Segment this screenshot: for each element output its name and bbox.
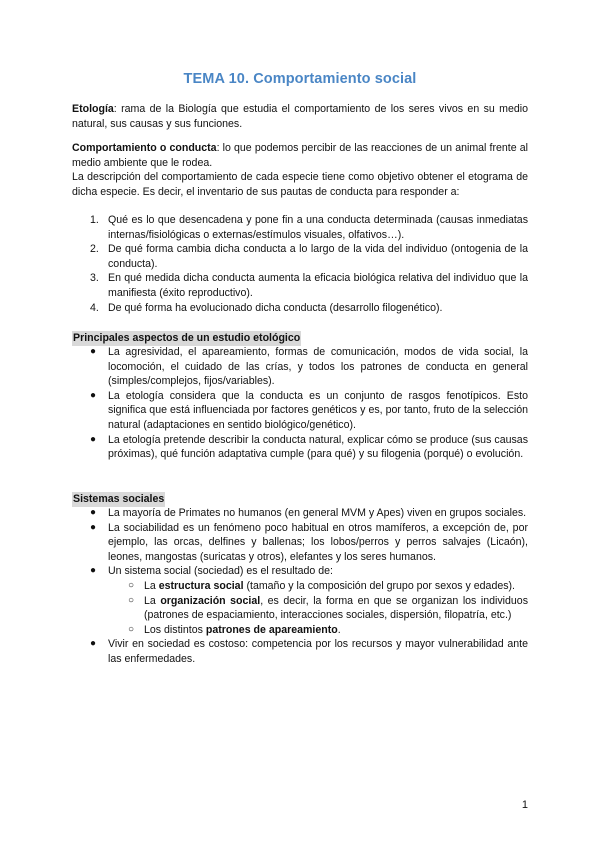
etograma-paragraph: La descripción del comportamiento de cada especie tiene como objetivo obtener el etograma de dicha especie. Es decir, el inventario de sus pautas de conducta para responder a: xyxy=(72,171,528,198)
sub-list-item: ○ Los distintos patrones de apareamiento. xyxy=(128,623,341,636)
bullet-icon: ● xyxy=(90,521,97,533)
definition-etologia-text: : rama de la Biología que estudia el comportamiento de los seres vivos en su medio natural, sus causas y sus funciones. xyxy=(72,103,528,130)
list-item: ● La etología pretende describir la conducta natural, explicar cómo se produce (sus causas próximas), qué función adaptativa cumple (para qué) y su filogenia (porqué) o evolución. xyxy=(90,433,528,461)
term-etologia: Etología xyxy=(72,103,114,115)
bullet-icon: ● xyxy=(90,638,97,650)
bullet-icon: ● xyxy=(90,389,97,401)
bullet-list-sistemas xyxy=(72,506,528,667)
list-item: ● La etología considera que la conducta es un conjunto de rasgos fenotípicos. Esto significa que está influenciada por factores genéticos y es, por tanto, fruto de la selección natural (adaptaciones en sentido biológico/genético). xyxy=(90,389,528,431)
section-heading-estudio-etologico: Principales aspectos de un estudio etológico xyxy=(73,332,301,344)
bullet-icon: ● xyxy=(90,346,97,357)
circle-bullet-icon: ○ xyxy=(128,623,135,635)
list-item: ● La agresividad, el apareamiento, formas de comunicación, modos de vida social, la locomoción, el cuidado de las crías, y todos los patrones de conducta en general (simples/complejos, fijos/variables). xyxy=(90,346,528,388)
bullet-icon: ● xyxy=(90,565,97,577)
bullet-icon: ● xyxy=(90,507,97,518)
list-item: 3. En qué medida dicha conducta aumenta la eficacia biológica relativa del individuo que la manifiesta (éxito reproductivo). xyxy=(90,272,528,299)
sub-list-item: ○ La organización social, es decir, la forma en que se organizan los individuos (patrones de espaciamiento, interacciones sociales, dispersión, filopatría, etc.) xyxy=(128,594,528,622)
sub-list-item: ○ La estructura social (tamaño y la composición del grupo por sexos y edades). xyxy=(128,579,515,592)
section-heading-sistemas-sociales: Sistemas sociales xyxy=(73,493,165,505)
circle-bullet-icon: ○ xyxy=(128,579,135,591)
list-item: 1. Qué es lo que desencadena y pone fin a una conducta determinada (causas inmediatas internas/fisiológicas o externas/estímulos visuales, olfativos…). xyxy=(90,214,528,241)
list-item: ● La mayoría de Primates no humanos (en general MVM y Apes) viven en grupos sociales. xyxy=(90,507,527,519)
list-item: ● Un sistema social (sociedad) es el resultado de: xyxy=(90,565,333,578)
bullet-icon: ● xyxy=(90,433,97,445)
term-comportamiento: Comportamiento o conducta xyxy=(72,142,217,154)
definition-comportamiento-text: : lo que podemos percibir de las reacciones de un animal frente al medio ambiente que le rodea. xyxy=(72,142,528,169)
bullet-list-aspectos xyxy=(72,345,528,462)
page-number: 1 xyxy=(521,799,528,811)
definition-comportamiento xyxy=(72,141,528,170)
circle-bullet-icon: ○ xyxy=(128,594,135,606)
numbered-list xyxy=(72,213,528,315)
document-title: TEMA 10. Comportamiento social xyxy=(183,71,417,87)
list-item: ● Vivir en sociedad es costoso: competencia por los recursos y mayor vulnerabilidad ante las enfermedades. xyxy=(90,638,528,665)
definition-etologia xyxy=(72,102,528,131)
list-item: 4. De qué forma ha evolucionado dicha conducta (desarrollo filogenético). xyxy=(90,301,443,314)
list-item: 2. De qué forma cambia dicha conducta a lo largo de la vida del individuo (ontogenia de la conducta). xyxy=(90,243,528,270)
list-item: ● La sociabilidad es un fenómeno poco habitual en otros mamíferos, a excepción de, por ejemplo, las orcas, delfines y ballenas; los lobos/perros y perros salvajes (Licaón), leones, mangostas (suricatas y otros), elefantes y los seres humanos. xyxy=(90,521,528,563)
